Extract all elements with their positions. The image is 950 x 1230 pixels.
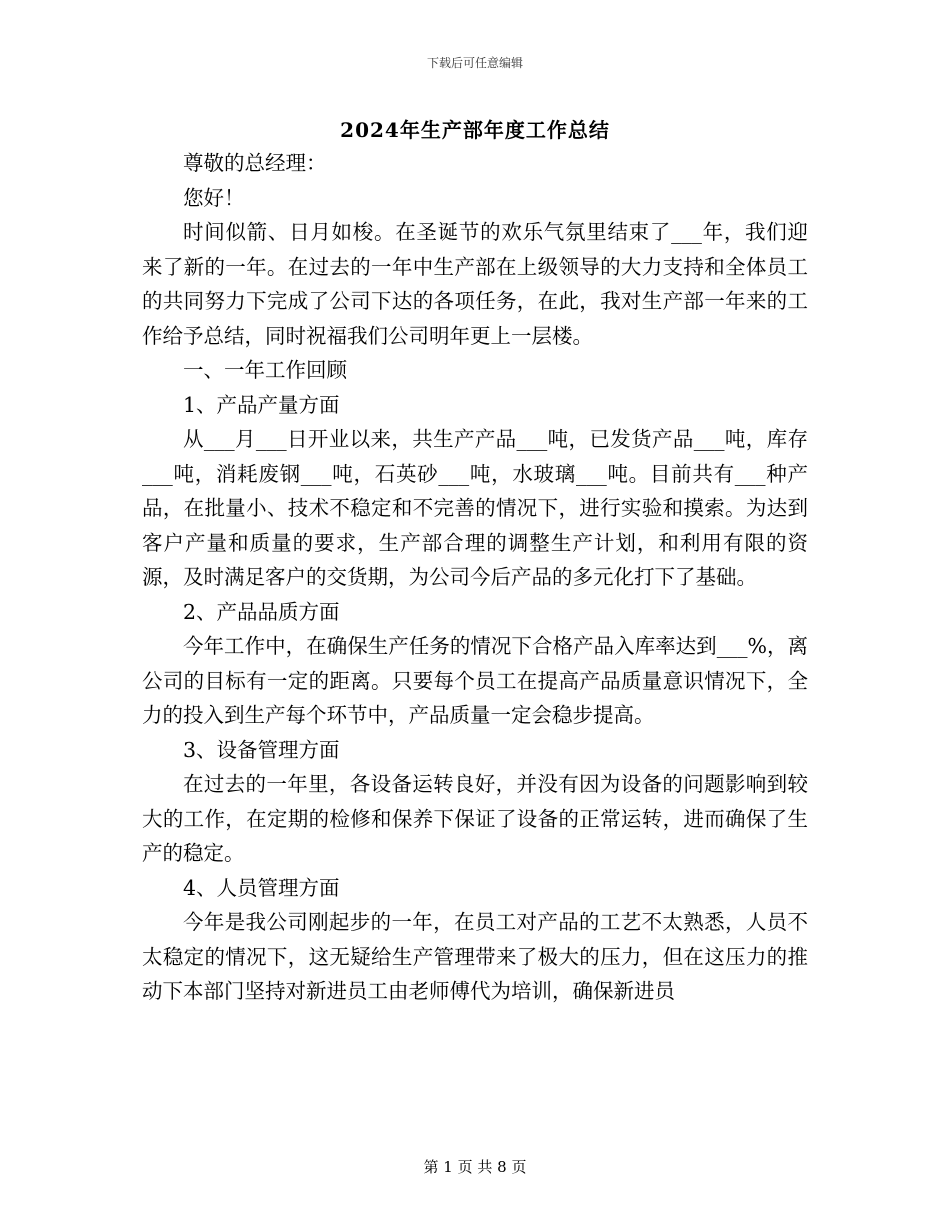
subsection-heading-personnel: 4、人员管理方面 — [183, 875, 340, 900]
equipment-paragraph: 在过去的一年里，各设备运转良好，并没有因为设备的问题影响到较大的工作，在定期的检修和保养下保证了设备的正常运转，进而确保了生产的稳定。 — [142, 772, 808, 865]
intro-paragraph: 时间似箭、日月如梭。在圣诞节的欢乐气氛里结束了___年，我们迎来了新的一年。在过去的一年中生产部在上级领导的大力支持和全体员工的共同努力下完成了公司下达的各项任务，在此，我对生产部一年来的工作给予总结，同时祝福我们公司明年更上一层楼。 — [142, 220, 808, 348]
quality-paragraph: 今年工作中，在确保生产任务的情况下合格产品入库率达到___%，离公司的目标有一定的距离。只要每个员工在提高产品质量意识情况下，全力的投入到生产每个环节中，产品质量一定会稳步提高。 — [142, 634, 808, 727]
document-title: 2024年生产部年度工作总结 — [340, 118, 610, 142]
document-body — [142, 146, 808, 1009]
header-note: 下载后可任意编辑 — [426, 56, 523, 70]
subsection-heading-output: 1、产品产量方面 — [183, 392, 340, 417]
personnel-paragraph: 今年是我公司刚起步的一年，在员工对产品的工艺不太熟悉，人员不太稳定的情况下，这无疑给生产管理带来了极大的压力，但在这压力的推动下本部门坚持对新进员工由老师傅代为培训，确保新进员 — [142, 910, 808, 1003]
subsection-heading-quality: 2、产品品质方面 — [183, 599, 340, 624]
subsection-heading-equipment: 3、设备管理方面 — [183, 737, 340, 762]
section-heading-review: 一、一年工作回顾 — [183, 358, 347, 382]
page-footer: 第 1 页 共 8 页 — [423, 1158, 527, 1176]
greeting: 您好！ — [183, 185, 245, 210]
output-paragraph: 从___月___日开业以来，共生产产品___吨，已发货产品___吨，库存___吨，消耗废钢___吨，石英砂___吨，水玻璃___吨。目前共有___种产品，在批量小、技术不稳定和不完善的情况下，进行实验和摸索。为达到客户产量和质量的要求，生产部合理的调整生产计划，和利用有限的资源，及时满足客户的交货期，为公司今后产品的多元化打下了基础。 — [142, 427, 808, 589]
salutation: 尊敬的总经理： — [183, 151, 327, 175]
